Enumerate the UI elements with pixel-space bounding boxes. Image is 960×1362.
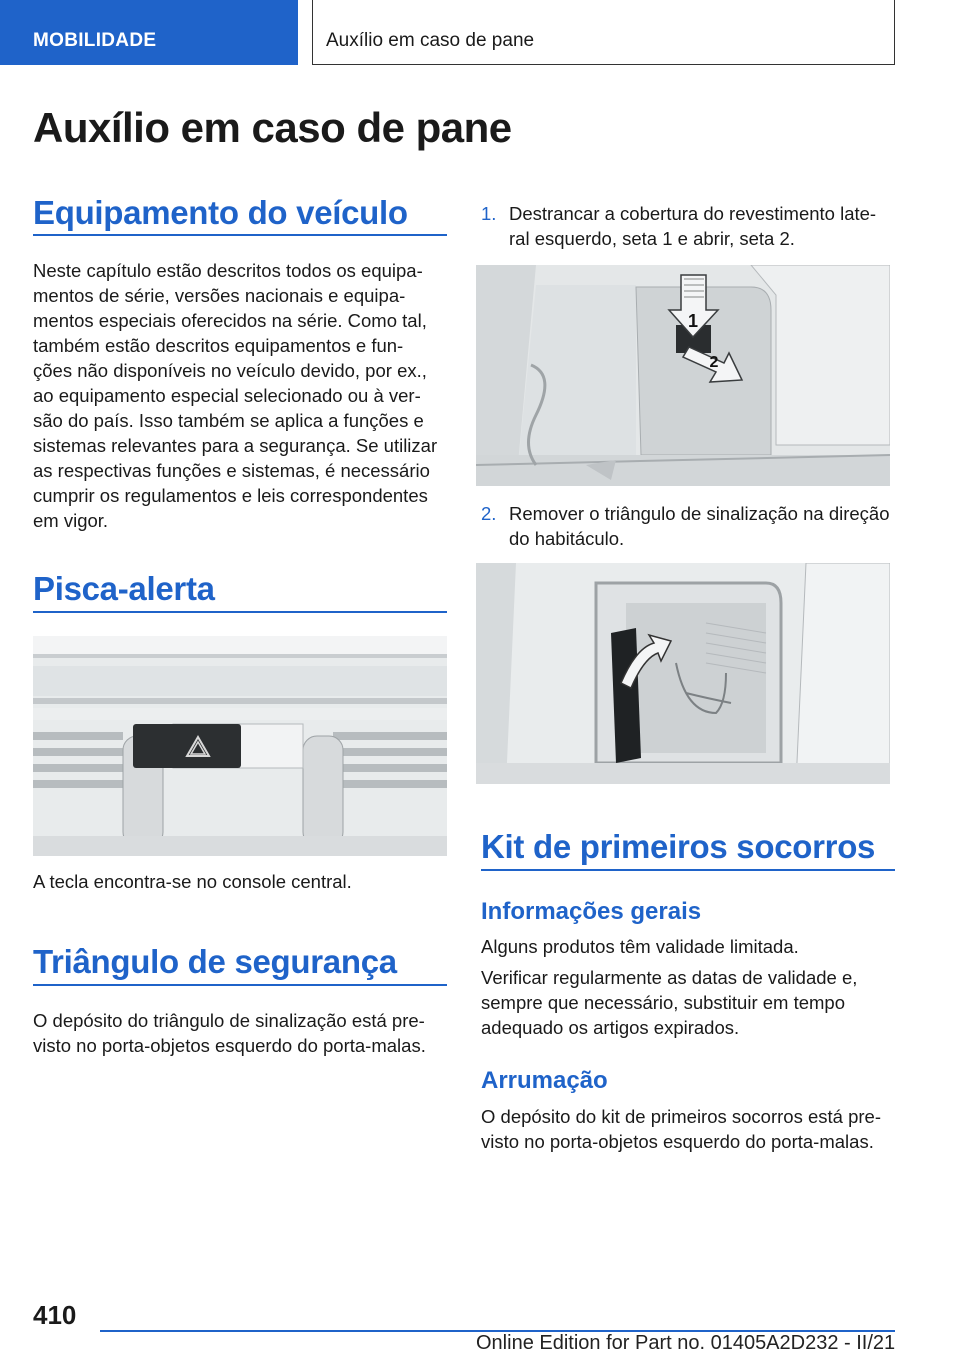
heading-rule <box>33 611 447 613</box>
page-title: Auxílio em caso de pane <box>33 104 512 151</box>
hazard-heading: Pisca-alerta <box>33 570 215 607</box>
step-number: 2. <box>481 503 497 524</box>
step-text: Destrancar a cobertura do revestimento late‐ ral esquerdo, seta 1 e abrir, seta 2. <box>509 203 877 249</box>
heading-rule <box>33 984 447 986</box>
equipment-heading: Equipamento do veículo <box>33 194 408 231</box>
info-text-1: Alguns produtos têm validade limitada. <box>481 936 799 957</box>
step-number: 1. <box>481 203 497 224</box>
info-text-2: Verificar regularmente as datas de validade e, sempre que necessário, substituir em tempo adequado os artigos expirados. <box>481 967 858 1038</box>
heading-rule <box>33 234 447 236</box>
page-number: 410 <box>33 1300 77 1330</box>
info-heading: Informações gerais <box>481 898 702 925</box>
triangle-text: O depósito do triângulo de sinalização está pre‐ visto no porta-objetos esquerdo do porta-malas. <box>33 1010 426 1056</box>
storage-text: O depósito do kit de primeiros socorros está pre‐ visto no porta-objetos esquerdo do porta-malas. <box>481 1106 881 1152</box>
hazard-caption: A tecla encontra-se no console central. <box>33 871 352 892</box>
warning-triangle-removal-image <box>476 563 890 784</box>
hazard-switch-image <box>33 636 447 856</box>
triangle-heading: Triângulo de segurança <box>33 943 397 980</box>
first-aid-heading: Kit de primeiros socorros <box>481 828 876 865</box>
storage-heading: Arrumação <box>481 1067 608 1094</box>
arrow-label: 1 <box>687 311 699 331</box>
trunk-cover-image <box>476 265 890 486</box>
section-title: Auxílio em caso de pane <box>312 0 895 65</box>
step-text: Remover o triângulo de sinalização na direção do habitáculo. <box>509 503 890 549</box>
arrow-label: 2 <box>709 354 719 371</box>
heading-rule <box>481 869 895 871</box>
chapter-tab: MOBILIDADE <box>0 0 298 65</box>
edition-footer: Online Edition for Part no. 01405A2D232 - II/21 <box>476 1332 896 1354</box>
equipment-text: Neste capítulo estão descritos todos os equipa‐ mentos de série, versões nacionais e equipa‐ mentos especiais oferecidos na série. Como tal, também estão descritos equipamentos e fun‐ ções não disponíveis no veículo devido, por ex., ao equipamento especial selecionado ou à ver‐ são do país. Isso também se aplica a funções e sistemas relevantes para a segurança. Se utilizar as respectivas funções e sistemas, é necessário cumprir os regulamentos e leis correspondentes em vigor. <box>33 260 438 531</box>
